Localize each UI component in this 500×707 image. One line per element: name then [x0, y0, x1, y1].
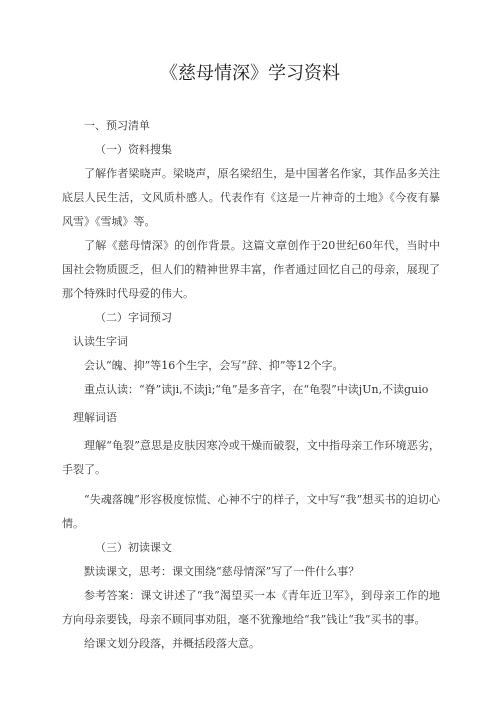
paragraph-reference-answer: 参考答案：课文讲述了“我”渴望买一本《青年近卫军》，到母亲工作的地方向母亲要钱，母亲不顾同事劝阻，毫不犹豫地给“我”钱让“我”买书的事。: [62, 589, 440, 626]
paragraph-word-shihunluopo: “失魂落魄”形容极度惊慌、心神不宁的样子，文中写“我”想买书的迫切心情。: [62, 493, 440, 530]
section-heading-preview-checklist: 一、预习清单: [84, 119, 150, 132]
paragraph-author-info: 了解作者梁晓声。梁晓声，原名梁绍生，是中国著名作家，其作品多关注底层人民生活，文风质朴感人。代表作有《这是一片神奇的土地》《今夜有暴风雪》《雪城》等。: [62, 167, 440, 228]
document-body: [62, 114, 440, 656]
subsection-heading-first-reading: （三）初读课文: [95, 541, 172, 554]
subsection-heading-word-preview: （二）字词预习: [95, 311, 172, 324]
subsection-heading-material-collection: （一）资料搜集: [95, 143, 172, 156]
paragraph-characters-to-learn: 会认“魄、抑”等16个生字，会写“辞、抑”等12个字。: [84, 359, 344, 372]
paragraph-key-pronunciation: 重点认读：“脊”读ji,不读jì;“龟”是多音字，在“龟裂”中读jUn,不读guio: [84, 383, 429, 396]
label-understand-words: 理解词语: [73, 411, 117, 424]
paragraph-divide-sections: 给课文划分段落，并概括段落大意。: [84, 637, 260, 650]
paragraph-word-guilie: 理解“龟裂”意思是皮肤因寒冷或干燥而破裂，文中指母亲工作环境恶劣，手裂了。: [62, 439, 440, 476]
paragraph-reading-question: 默读课文，思考：课文围绕“慈母情深”写了一件什么事？: [84, 565, 360, 578]
label-recognize-words: 认读生字词: [73, 335, 128, 348]
document-title: 《慈母情深》学习资料: [160, 63, 340, 84]
paragraph-writing-background: 了解《慈母情深》的创作背景。这篇文章创作于20世纪60年代，当时中国社会物质匮乏，但人们的精神世界丰富，作者通过回忆自己的母亲，展现了那个特殊时代母爱的伟大。: [62, 239, 440, 300]
